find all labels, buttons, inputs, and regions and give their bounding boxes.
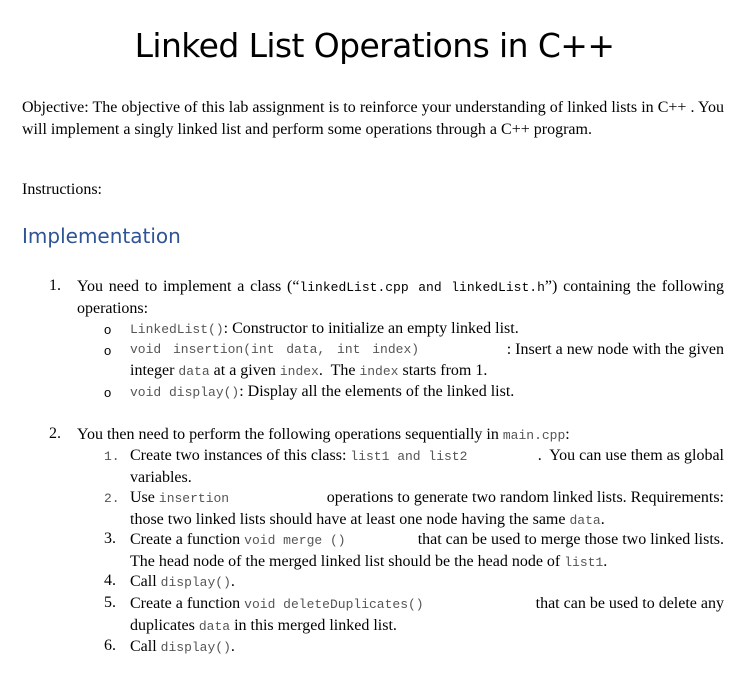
step-number: 5.	[104, 594, 116, 611]
step-text: operations to generate two random linked lists. Requirements:	[326, 489, 724, 506]
step-text: duplicates	[130, 617, 199, 634]
bullet-text: . The	[318, 362, 360, 379]
step-3	[130, 529, 724, 573]
code-index: index	[279, 364, 319, 379]
bullet-text: : Display all the elements of the linked list.	[239, 383, 515, 400]
step-number: 6.	[104, 637, 116, 654]
bullet-text: integer	[130, 362, 179, 379]
code-merge: void merge ()	[244, 533, 346, 548]
code-insertion: void insertion(int data, int index)	[130, 342, 420, 357]
bullet-item-insertion	[130, 339, 724, 382]
bullet-item-display	[130, 381, 724, 403]
step-number: 4.	[104, 572, 116, 589]
step-2	[130, 487, 724, 531]
code-data: data	[198, 619, 231, 634]
code-delete-duplicates: void deleteDuplicates()	[244, 597, 424, 612]
bullet-marker: o	[104, 385, 112, 400]
step-number: 1.	[104, 449, 120, 464]
code-filenames: linkedList.cpp and linkedList.h	[299, 280, 545, 295]
step-text: Use	[130, 489, 159, 506]
code-display: void display()	[130, 385, 240, 400]
list-item-2	[77, 424, 724, 446]
step-text: .	[600, 511, 605, 528]
step-text: that can be used to delete any	[535, 595, 724, 612]
bullet-text: : Constructor to initialize an empty linked list.	[223, 320, 519, 337]
step-text: that can be used to merge those two linked lists.	[417, 531, 724, 548]
list-item-text: You need to implement a class (“	[77, 278, 300, 295]
step-text: .	[230, 638, 235, 655]
section-heading-implementation: Implementation	[22, 224, 181, 248]
page-title: Linked List Operations in C++	[134, 26, 615, 65]
step-text: .	[603, 553, 608, 570]
step-text: Create two instances of this class:	[130, 447, 351, 464]
code-display: display()	[160, 575, 231, 590]
bullet-text: at a given	[209, 362, 280, 379]
bullet-text: : Insert a new node with the given	[506, 341, 724, 358]
code-list-names: list1 and list2	[350, 449, 468, 464]
code-main-cpp: main.cpp	[502, 428, 566, 443]
step-6	[130, 636, 724, 658]
step-text: in this merged linked list.	[230, 617, 397, 634]
code-index: index	[359, 364, 399, 379]
code-data: data	[569, 513, 601, 528]
step-text: those two linked lists should have at least one node having the same	[130, 511, 570, 528]
list-item-number: 1.	[49, 277, 61, 294]
step-5	[130, 593, 724, 637]
bullet-text: starts from 1.	[398, 362, 488, 379]
list-item-1	[77, 276, 724, 319]
objective-paragraph: Objective: The objective of this lab assignment is to reinforce your understanding of linked lists in C++ . You will implement a singly linked list and perform some operations through a C++ program.	[22, 99, 724, 138]
step-text: variables.	[130, 469, 192, 486]
instructions-label: Instructions:	[22, 181, 102, 198]
code-constructor: LinkedList()	[130, 322, 224, 337]
code-insertion: insertion	[158, 491, 230, 506]
step-text: .	[230, 573, 235, 590]
step-text: Create a function	[130, 595, 245, 612]
step-text: Call	[130, 638, 161, 655]
step-text: The head node of the merged linked list should be the head node of	[130, 553, 565, 570]
step-4	[130, 571, 724, 593]
bullet-item-constructor	[130, 318, 724, 340]
list-item-number: 2.	[49, 425, 61, 442]
list-item-text: :	[565, 426, 570, 443]
list-item-text: ”) containing the following operations:	[77, 278, 724, 317]
list-item-text: You then need to perform the following operations sequentially in	[77, 426, 503, 443]
code-data: data	[178, 364, 210, 379]
step-text: . You can use them as global	[537, 447, 724, 464]
code-display: display()	[160, 640, 231, 655]
step-number: 2.	[104, 491, 120, 506]
bullet-marker: o	[104, 343, 112, 358]
step-text: Call	[130, 573, 161, 590]
step-1	[130, 445, 724, 488]
step-number: 3.	[104, 530, 116, 547]
bullet-marker: o	[104, 322, 112, 337]
step-text: Create a function	[130, 531, 245, 548]
code-list1: list1	[564, 555, 604, 570]
